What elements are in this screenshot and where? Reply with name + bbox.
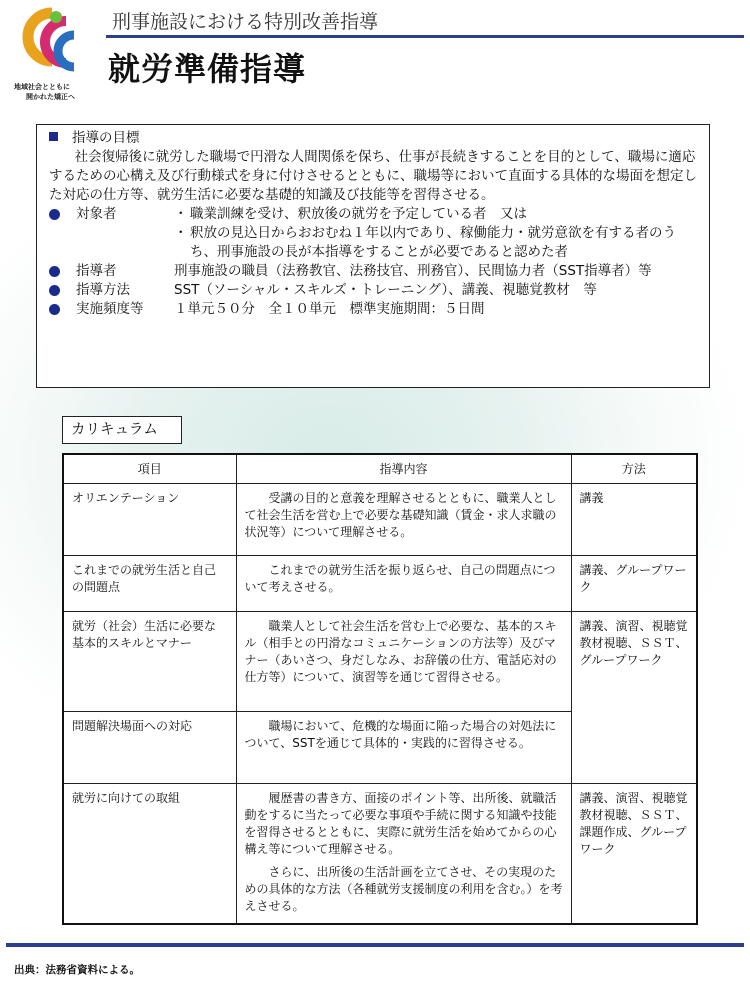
row-method: 講義: [571, 484, 697, 556]
goal-box: [36, 124, 710, 388]
logo-caption: 地域社会とともに 開かれた矯正へ: [14, 83, 75, 101]
page-title: 就労準備指導: [108, 50, 307, 88]
row-item: オリエンテーション: [63, 484, 236, 556]
row-method: 講義、演習、視聴覚教材視聴、ＳＳＴ、課題作成、グループワーク: [571, 784, 697, 925]
header-divider: [106, 35, 744, 38]
bullet-icon: [49, 209, 60, 220]
instructor-label: 指導者: [76, 263, 117, 279]
row-item: これまでの就労生活と自己の問題点: [63, 556, 236, 612]
header-content: 指導内容: [236, 454, 571, 484]
instructor-value: 刑事施設の職員（法務教官、法務技官、刑務官）、民間協力者（SST指導者）等: [174, 263, 652, 279]
row-content: 職場において、危機的な場面に陥った場合の対処法について、SSTを通じて具体的・実践的に習得させる。: [236, 712, 571, 784]
header-method: 方法: [571, 454, 697, 484]
footer-divider: [6, 943, 744, 947]
table-row: [63, 612, 697, 712]
target-label: 対象者: [76, 206, 117, 222]
row-item: 問題解決場面への対応: [63, 712, 236, 784]
goal-body: 社会復帰後に就労した職場で円滑な人間関係を保ち、仕事が長続きすることを目的として、職場に適応するための心構え及び行動様式を身に付けさせるとともに、職場等において直面する具体的な場面を想定した対応の仕方等、就労生活に必要な基礎的知識及び技能等を習得させる。: [49, 149, 697, 203]
target-item: ・ 釈放の見込日からおおむね１年以内であり、稼働能力・就労意欲を有する者のうち、刑事施設の長が本指導をすることが必要であると認めた者: [174, 225, 676, 260]
row-item: 就労に向けての取組: [63, 784, 236, 925]
method-row: [49, 281, 697, 300]
row-method: 講義、演習、視聴覚教材視聴、ＳＳＴ、グループワーク: [571, 612, 697, 784]
method-label: 指導方法: [76, 282, 130, 298]
row-content: これまでの就労生活を振り返らせ、自己の問題点について考えさせる。: [236, 556, 571, 612]
curriculum-table: [62, 453, 698, 925]
table-row: [63, 784, 697, 925]
table-row: [63, 556, 697, 612]
instructor-row: [49, 262, 697, 281]
row-content: 職業人として社会生活を営む上で必要な、基本的スキル（相手との円滑なコミュニケーションの方法等）及びマナー（あいさつ、身だしなみ、お辞儀の仕方、電話応対の仕方等）について、演習等を通じて習得させる。: [236, 612, 571, 712]
method-value: SST（ソーシャル・スキルズ・トレーニング）、講義、視聴覚教材 等: [174, 282, 597, 298]
row-content: 受講の目的と意義を理解させるとともに、職業人として社会生活を営む上で必要な基礎知識（賃金・求人求職の状況等）について理解させる。: [236, 484, 571, 556]
frequency-value: １単元５０分 全１０単元 標準実施期間：５日間: [174, 301, 485, 317]
bullet-icon: [49, 285, 60, 296]
row-content: 履歴書の書き方、面接のポイント等、出所後、就職活動をするに当たって必要な事項や手続に関する知識や技能を習得させるとともに、実際に就労生活を始めてからの心構え等について理解させる。 さらに、出所後の生活計画を立てさせ、その実現のための具体的な方法（各種就労支援制度の利用を含む。）を考えさせる。: [236, 784, 571, 925]
bullet-icon: [49, 304, 60, 315]
page-subtitle: 刑事施設における特別改善指導: [112, 11, 379, 33]
source-note: 出典：法務省資料による。: [14, 964, 140, 976]
row-method: 講義、グループワーク: [571, 556, 697, 612]
table-header-row: [63, 454, 697, 484]
target-row: [49, 205, 697, 262]
target-list: [174, 205, 697, 262]
frequency-label: 実施頻度等: [76, 301, 144, 317]
goal-heading: 指導の目標: [49, 129, 697, 148]
row-item: 就労（社会）生活に必要な基本的スキルとマナー: [63, 612, 236, 712]
header-item: 項目: [63, 454, 236, 484]
target-item: ・ 職業訓練を受け、釈放後の就労を予定している者 又は: [174, 206, 527, 222]
table-row: [63, 484, 697, 556]
square-bullet-icon: [49, 132, 58, 141]
frequency-row: [49, 300, 697, 319]
logo-icon: [22, 5, 94, 77]
bullet-icon: [49, 266, 60, 277]
curriculum-label: カリキュラム: [62, 416, 182, 444]
